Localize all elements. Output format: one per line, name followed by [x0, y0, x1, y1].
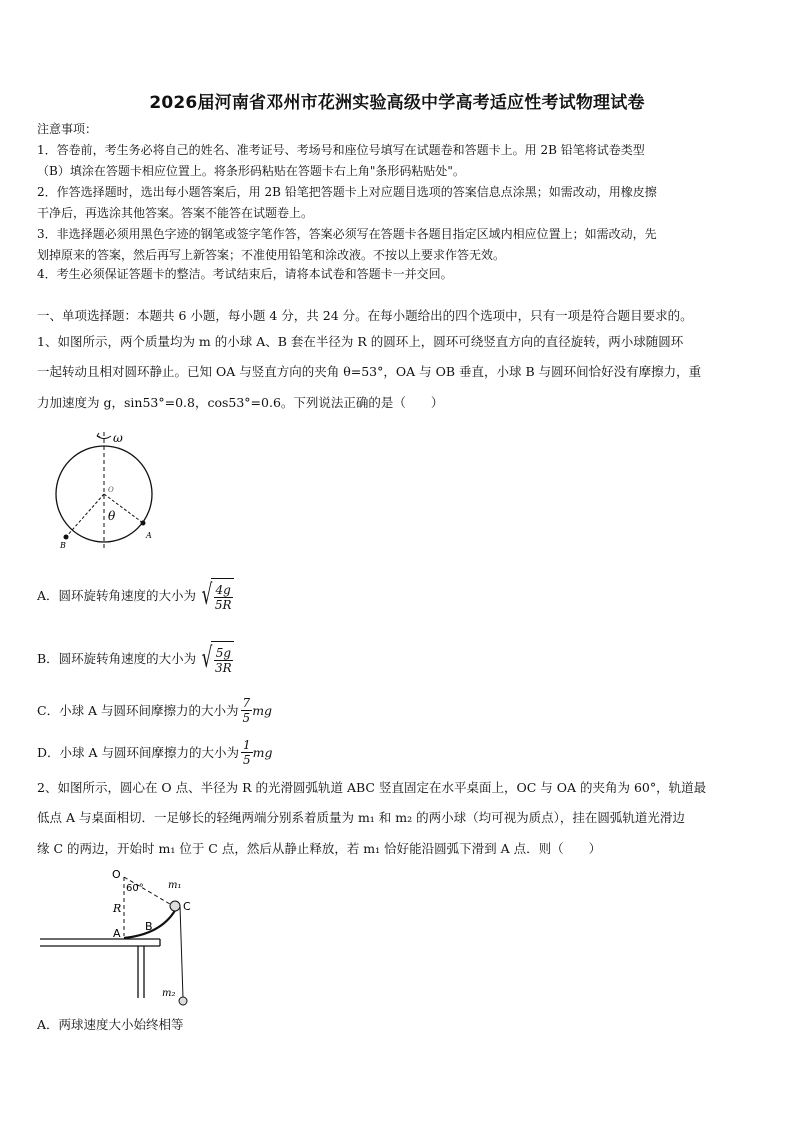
label-m2: m₂ [162, 988, 176, 999]
label-r: R [113, 902, 122, 915]
q1-option-a-numerator: 4g [215, 582, 231, 597]
notice-line-2: （B）填涂在答题卡相应位置上。将条形码粘贴在答题卡右上角"条形码粘贴处"。 [37, 164, 465, 178]
q1-option-c-tail: mg [252, 702, 273, 718]
q2-line-3: 缘 C 的两边，开始时 m₁ 位于 C 点，然后从静止释放，若 m₁ 恰好能沿圆弧下滑到 A 点．则（ ） [37, 841, 602, 856]
notice-heading: 注意事项： [37, 122, 98, 136]
notice-line-5: 3．非选择题必须用黑色字迹的钢笔或签字笔作答，答案必须写在答题卡各题目指定区域内相应位置上；如需改动，先 [37, 227, 657, 241]
q2-line-1: 2、如图所示，圆心在 O 点、半径为 R 的光滑圆弧轨道 ABC 竖直固定在水平桌面上，OC 与 OA 的夹角为 60°，轨道最 [37, 780, 707, 795]
ball-m1 [170, 901, 180, 911]
q1-option-c-numerator: 7 [242, 695, 251, 710]
notice-line-4: 干净后，再选涂其他答案。答案不能答在试题卷上。 [37, 206, 314, 220]
q1-line-2: 一起转动且相对圆环静止。已知 OA 与竖直方向的夹角 θ=53°，OA 与 OB 垂直，小球 B 与圆环间恰好没有摩擦力，重 [37, 364, 702, 379]
q2-arc-track-figure [38, 866, 200, 1010]
ball-a [141, 521, 146, 526]
q1-option-a-denominator: 5R [214, 597, 232, 612]
q1-line-1: 1、如图所示，两个质量均为 m 的小球 A、B 套在半径为 R 的圆环上，圆环可绕竖直方向的直径旋转，两小球随圆环 [37, 334, 684, 349]
q1-option-d-text: D．小球 A 与圆环间摩擦力的大小为 [37, 745, 239, 760]
theta-label: θ [108, 509, 116, 523]
label-b: B [145, 920, 153, 933]
q1-ring-figure [50, 428, 162, 550]
q2-option-a[interactable]: A．两球速度大小始终相等 [37, 1017, 184, 1032]
q1-option-b[interactable] [37, 635, 234, 681]
q1-option-d[interactable] [37, 729, 273, 775]
q1-option-b-sqrt: √ $\frac{5g}{3R}$ [198, 638, 234, 678]
rope [180, 906, 183, 998]
q1-option-a[interactable] [37, 572, 234, 618]
q1-option-d-numerator: 1 [243, 737, 251, 752]
label-a: A [146, 531, 152, 540]
q1-option-b-denominator: 3R [215, 660, 232, 675]
notice-line-6: 划掉原来的答案，然后再写上新答案；不准使用铅笔和涂改液。不按以上要求作答无效。 [37, 248, 506, 262]
q2-line-2: 低点 A 与桌面相切．一足够长的轻绳两端分别系着质量为 m₁ 和 m₂ 的两小球（均可视为质点），挂在圆弧轨道光滑边 [37, 810, 685, 825]
section-heading: 一、单项选择题：本题共 6 小题，每小题 4 分，共 24 分。在每小题给出的四个选项中，只有一项是符合题目要求的。 [37, 308, 693, 323]
label-m1: m₁ [168, 880, 182, 891]
label-o: O [112, 868, 121, 881]
q1-option-b-numerator: 5g [215, 645, 232, 660]
page-title: 2026届河南省邓州市花洲实验高级中学高考适应性考试物理试卷 [149, 93, 645, 113]
q1-option-c-text: C．小球 A 与圆环间摩擦力的大小为 [37, 703, 239, 718]
q1-line-3: 力加速度为 g，sin53°=0.8，cos53°=0.6。下列说法正确的是（ ） [37, 395, 444, 410]
label-b: B [60, 541, 66, 550]
q1-option-a-text: A．圆环旋转角速度的大小为 [37, 588, 197, 603]
q1-option-c-denominator: 5 [242, 710, 251, 725]
q1-option-d-denominator: 5 [243, 752, 251, 767]
label-c: C [183, 900, 191, 913]
notice-line-1: 1．答卷前，考生务必将自己的姓名、准考证号、考场号和座位号填写在试题卷和答题卡上。用 2B 铅笔将试卷类型 [37, 143, 645, 157]
label-a: A [113, 927, 121, 940]
notice-line-7: 4．考生必须保证答题卡的整洁。考试结束后，请将本试卷和答题卡一并交回。 [37, 267, 453, 281]
notice-line-3: 2．作答选择题时，选出每小题答案后，用 2B 铅笔把答题卡上对应题目选项的答案信息点涂黑；如需改动，用橡皮擦 [37, 185, 657, 199]
angle-label: 60° [126, 883, 144, 894]
omega-label: ω [113, 431, 123, 445]
q1-option-b-text: B．圆环旋转角速度的大小为 [37, 651, 197, 666]
center-label-o: O [108, 486, 114, 494]
q1-option-c[interactable] [37, 687, 272, 733]
ball-b [64, 535, 69, 540]
radius-ob [66, 494, 104, 537]
q1-option-d-tail: mg [252, 744, 273, 760]
q1-option-a-sqrt: √ $\frac{4g}{5R}$ [198, 575, 234, 615]
ball-m2 [179, 997, 187, 1005]
